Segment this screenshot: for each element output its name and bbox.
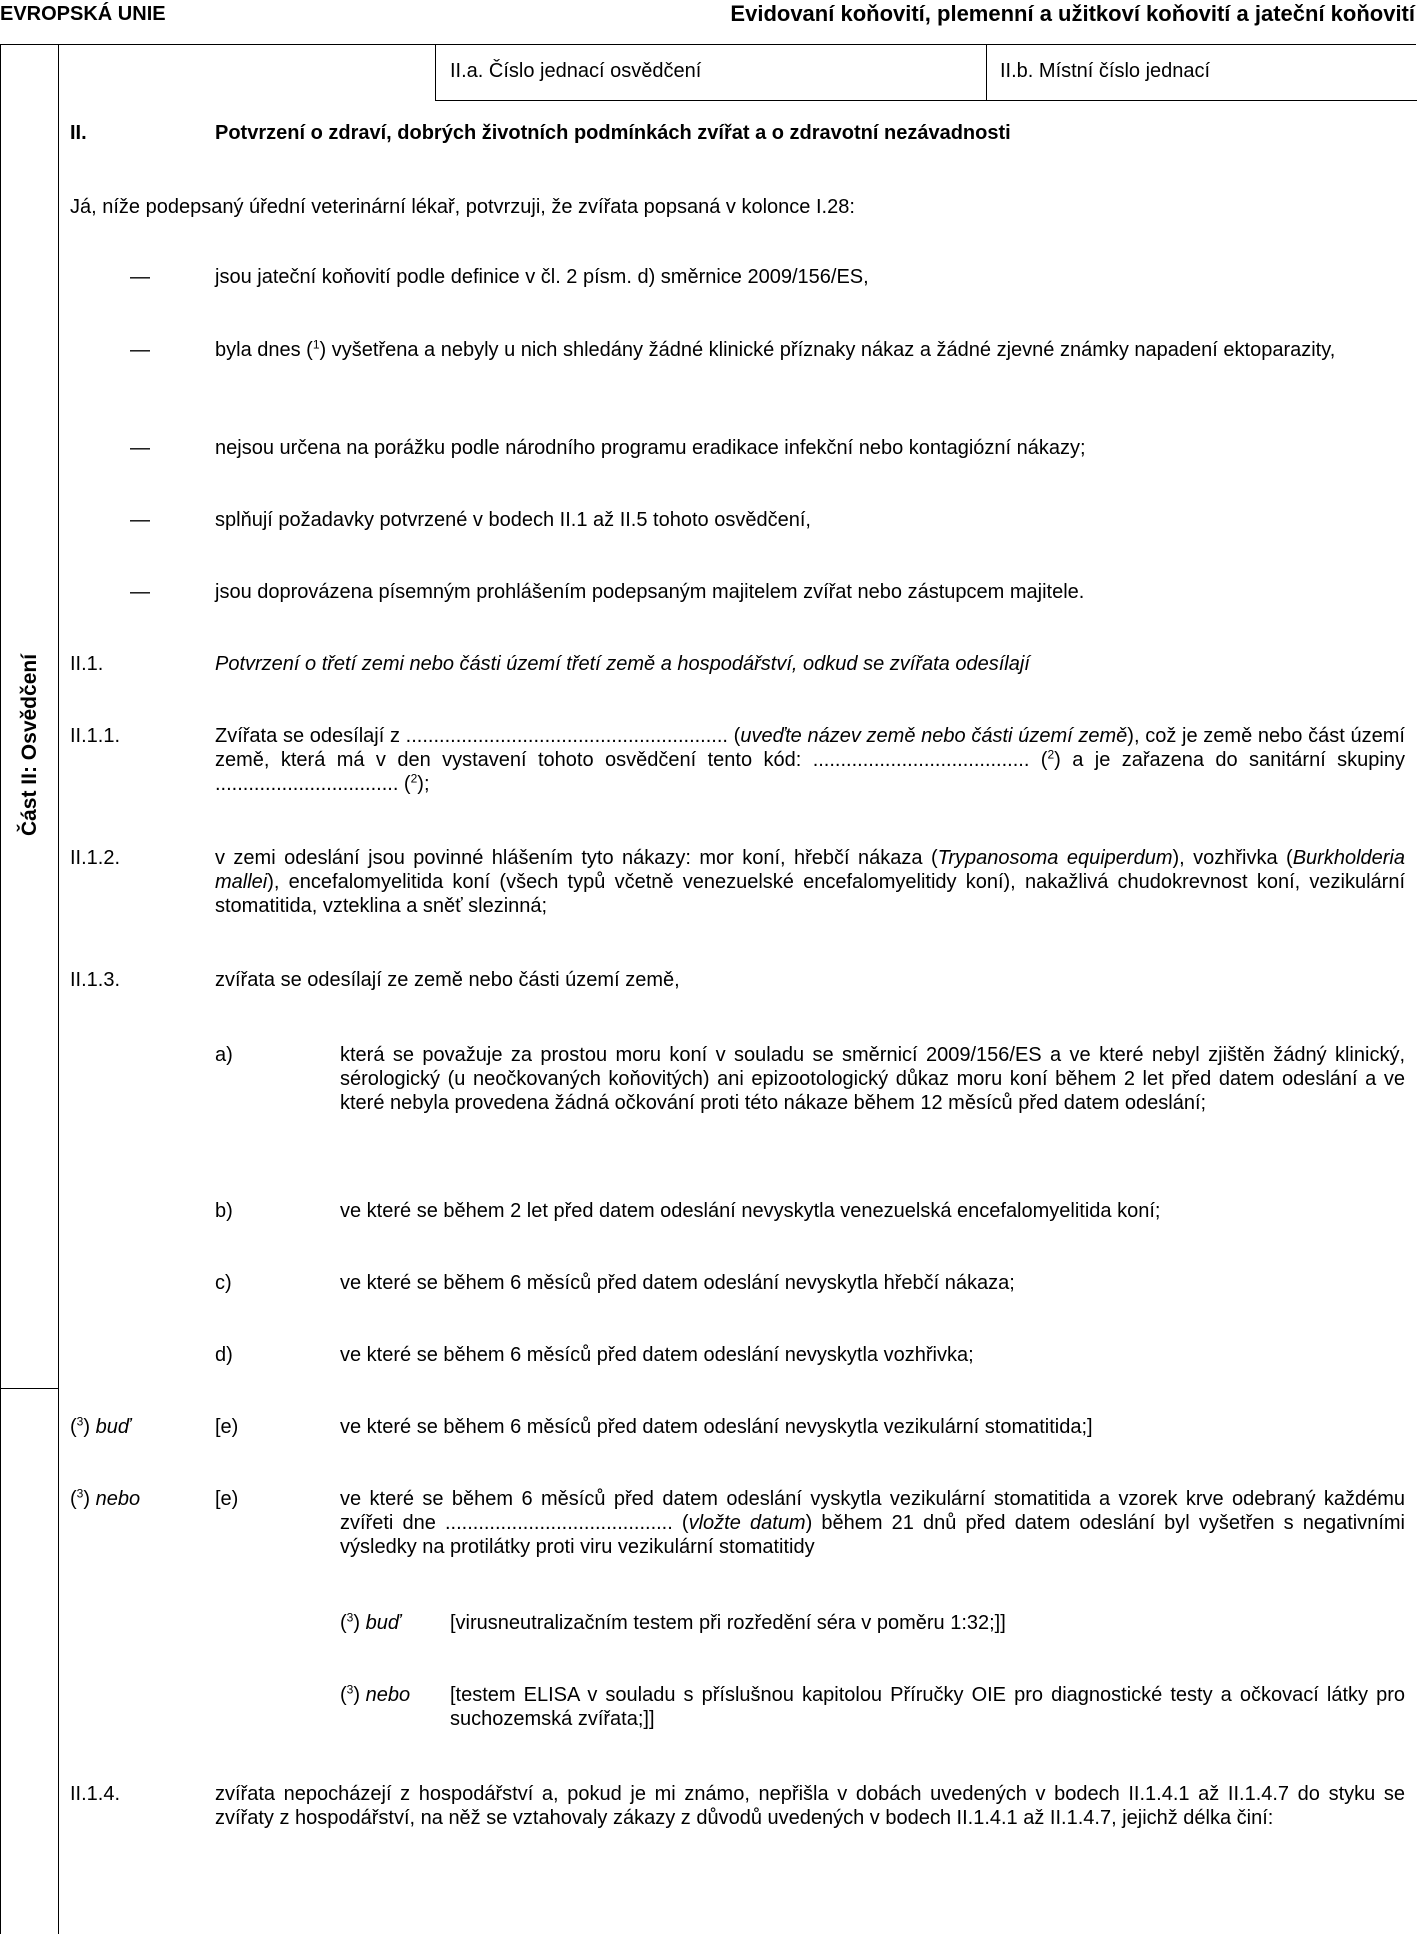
bullet-text: splňují požadavky potvrzené v bodech II.1 až II.5 tohoto osvědčení, (215, 509, 811, 531)
item-text: ve které se během 6 měsíců před datem odeslání vyskytla vezikulární stomatitida a vzorek krve odebraný každému zvířeti dne ......................................... (vložte datum) během 21 dnů před datem odeslání byl vyšetřen s negativními výsledky na protilátky proti viru vezikulární stomatitidy (340, 1488, 1405, 1558)
local-reference-number-field: II.b. Místní číslo jednací (1000, 60, 1211, 82)
item-label: [e) (215, 1416, 239, 1438)
item-label: c) (215, 1272, 232, 1294)
certificate-reference-number-field: II.a. Číslo jednací osvědčení (450, 60, 702, 82)
side-label (8, 630, 53, 860)
clause-title: Potvrzení o třetí zemi nebo části území třetí země a hospodářství, odkud se zvířata odesílají (215, 653, 1030, 675)
bullet-dash: — (130, 339, 150, 361)
item-text: která se považuje za prostou moru koní v souladu se směrnicí 2009/156/ES a ve které nebyl zjištěn žádný klinický, sérologický (u neočkovaných koňovitých) ani epizootologický důkaz moru koní během 2 let před datem odeslání a ve které nebyla provedena žádná očkování proti této nákaze během 12 měsíců před datem odeslání; (340, 1044, 1405, 1114)
item-label: a) (215, 1044, 233, 1066)
clause-number: II.1.1. (70, 725, 121, 747)
clause-number: II.1.2. (70, 847, 121, 869)
sub-option-text: [testem ELISA v souladu s příslušnou kapitolou Příručky OIE pro diagnostické testy a očkovací látky pro suchozemská zvířata;]] (450, 1684, 1405, 1730)
clause-number: II.1. (70, 653, 104, 675)
item-text: ve které se během 2 let před datem odeslání nevyskytla venezuelská encefalomyelitida koní; (340, 1200, 1161, 1222)
item-text: ve které se během 6 měsíců před datem odeslání nevyskytla vezikulární stomatitida;] (340, 1416, 1093, 1438)
bullet-text: jsou jateční koňovití podle definice v čl. 2 písm. d) směrnice 2009/156/ES, (215, 266, 869, 288)
section-title: Potvrzení o zdraví, dobrých životních podmínkách zvířat a o zdravotní nezávadnosti (215, 122, 1011, 144)
option-or-marker: ($^3$) nebo (70, 1486, 141, 1510)
sub-option-text: [virusneutralizačním testem při rozředění séra v poměru 1:32;]] (450, 1612, 1006, 1634)
side-column-divider (58, 44, 59, 1934)
header-region-label: EVROPSKÁ UNIE (0, 3, 166, 25)
bullet-dash: — (130, 266, 150, 288)
item-label: [e) (215, 1488, 239, 1510)
item-text: ve které se během 6 měsíců před datem odeslání nevyskytla vozhřivka; (340, 1344, 974, 1366)
clause-number: II.1.4. (70, 1783, 121, 1805)
clause-text-dispatch-country: Zvířata se odesílají z .......................................................... (uveďte název země nebo části území země), což je země nebo část území země, která má v den vystavení tohoto osvědčení tento kód: ....................................... ($^2$) a je zařazena do sanitární skupiny ................................. ($^2$); (215, 725, 1405, 795)
section-number: II. (70, 122, 87, 144)
clause-text: zvířata se odesílají ze země nebo části území země, (215, 969, 680, 991)
bullet-text: nejsou určena na porážku podle národního programu eradikace infekční nebo kontagiózní nákazy; (215, 437, 1086, 459)
item-label: b) (215, 1200, 233, 1222)
item-label: d) (215, 1344, 233, 1366)
bullet-text: byla dnes ($^1$) vyšetřena a nebyly u nich shledány žádné klinické příznaky nákaz a žádné zjevné známky napadení ektoparazity, (215, 337, 1336, 361)
bullet-dash: — (130, 509, 150, 531)
bullet-dash: — (130, 437, 150, 459)
option-either-marker: ($^3$) buď (70, 1414, 131, 1438)
clause-text-notifiable-diseases: v zemi odeslání jsou povinné hlášením tyto nákazy: mor koní, hřebčí nákaza (Trypanosoma equiperdum), vozhřivka (Burkholderia mallei), encefalomyelitida koní (všech typů včetně venezuelské encefalomyelitidy koní), nakažlivá chudokrevnost koní, vezikulární stomatitida, vzteklina a sněť slezinná; (215, 847, 1405, 917)
sub-option-either-marker: ($^3$) buď (340, 1610, 401, 1634)
footnote-ref: 1 (312, 337, 320, 352)
sub-option-or-marker: ($^3$) nebo (340, 1682, 411, 1706)
side-label-text: Část II: Osvědčení (18, 653, 42, 837)
clause-number: II.1.3. (70, 969, 121, 991)
bullet-text: jsou doprovázena písemným prohlášením podepsaným majitelem zvířat nebo zástupcem majitele. (215, 581, 1085, 603)
item-text: ve které se během 6 měsíců před datem odeslání nevyskytla hřebčí nákaza; (340, 1272, 1015, 1294)
clause-text: zvířata nepocházejí z hospodářství a, pokud je mi známo, nepřišla v dobách uvedených v bodech II.1.4.1 až II.1.4.7 do styku se zvířaty z hospodářství, na něž se vztahovaly zákazy z důvodů uvedených v bodech II.1.4.1 až II.1.4.7, jejichž délka činí: (215, 1783, 1405, 1829)
reference-row-divider (986, 44, 987, 100)
side-column-bottom-line (0, 1388, 58, 1389)
intro-statement: Já, níže podepsaný úřední veterinární lékař, potvrzuji, že zvířata popsaná v kolonce I.28: (70, 196, 855, 218)
bullet-dash: — (130, 581, 150, 603)
header-document-title: Evidovaní koňovití, plemenní a užitkoví koňovití a jateční koňovití (730, 1, 1415, 26)
